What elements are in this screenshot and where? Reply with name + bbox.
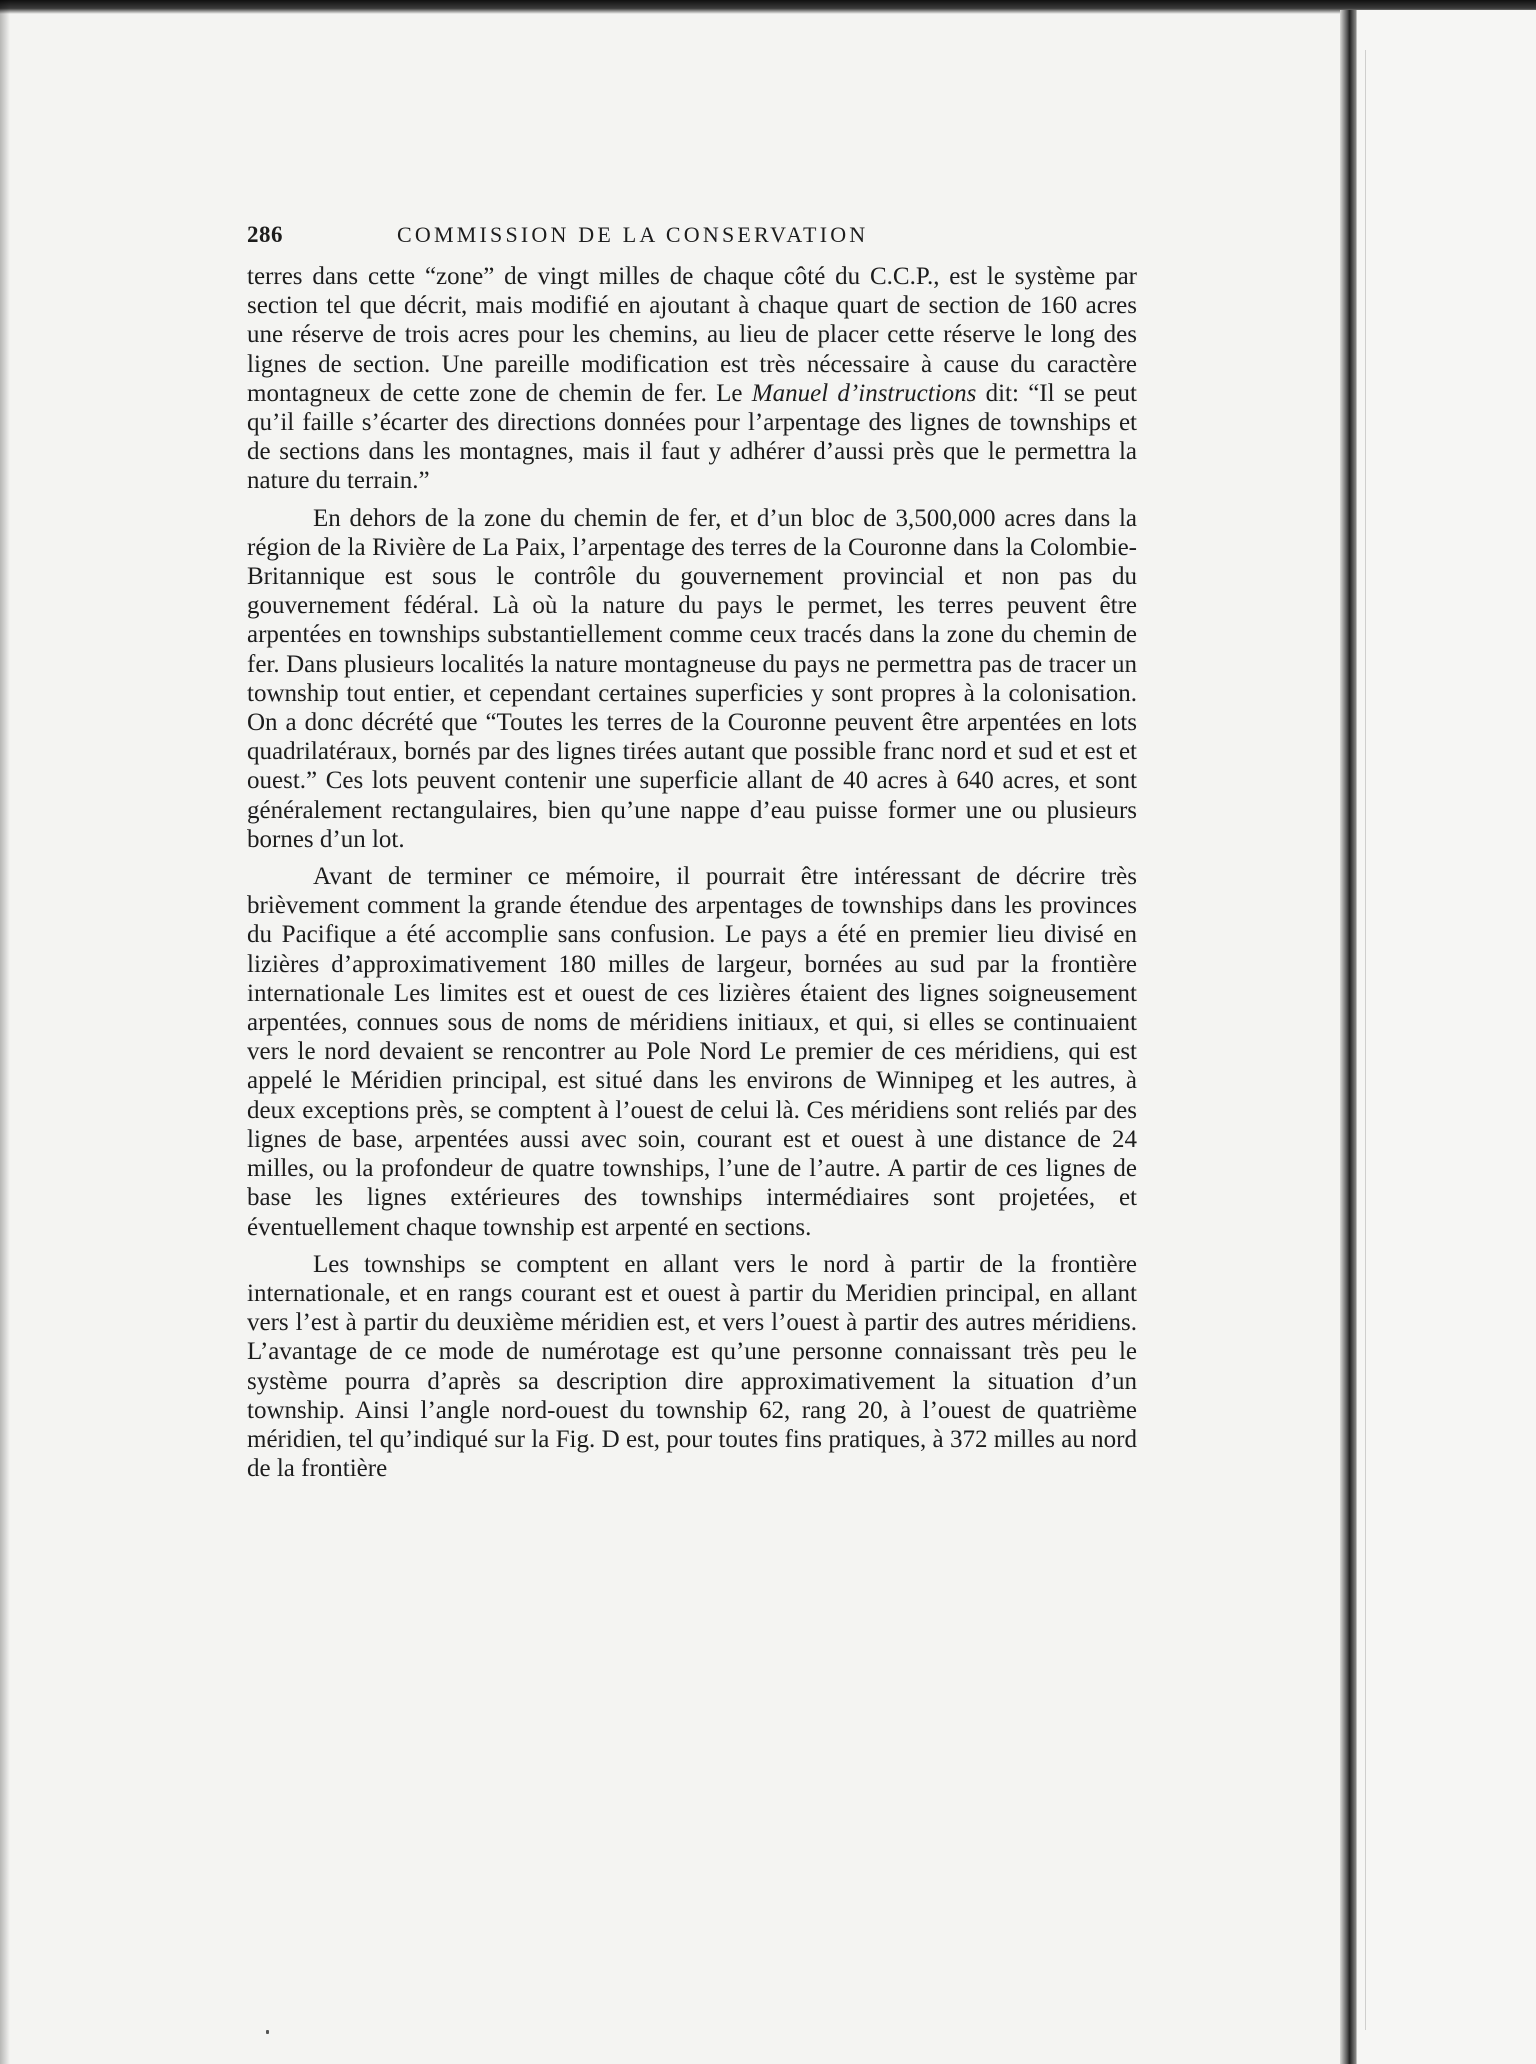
running-head: [247, 222, 1137, 262]
paragraph-continued: [247, 262, 1137, 496]
scan-top-edge: [0, 0, 1536, 14]
italic-title: Manuel d’instructions: [751, 379, 977, 407]
book-gutter: [1340, 10, 1356, 2064]
paragraph-text-end: dit: “Il se peut qu’il faille s’écarter des directions données pour l’arpentage des lignes de townships et de sections dans les montagnes, mais il faut y adhérer d’aussi près que le permettra la nature du terrain.”: [247, 379, 1137, 495]
paragraph-text-start: terres dans cette “zone” de vingt milles de chaque côté du C.C.P., est le système par section tel que décrit, mais modifié en ajoutant à chaque quart de section de 160 acres une réserve de trois acres pour les chemins, au lieu de placer cette réserve le long des lignes de section. Une pareille modification est très nécessaire à cause du caractère montagneux de cette zone de chemin de fer. Le: [247, 263, 1137, 407]
book-page: [247, 222, 1137, 1491]
body-text: [247, 262, 1137, 1483]
paragraph-meridiens: Avant de terminer ce mémoire, il pourrait être intéressant de décrire très brièvement comment la grande étendue des arpentages de townships dans les provinces du Pacifique a été accomplie sans confusion. Le pays a été en premier lieu divisé en lizières d’approximativement 180 milles de largeur, bornées au sud par la frontière internationale Les limites est et ouest de ces lizières étaient des lignes soigneusement arpentées, connues sous de noms de méridiens initiaux, et qui, si elles se continuaient vers le nord devaient se rencontrer au Pole Nord Le premier de ces méridiens, qui est appelé le Méridien principal, est situé dans les environs de Winnipeg et les autres, à deux exceptions près, se comptent à l’ouest de celui là. Ces méridiens sont reliés par des lignes de base, arpentées aussi avec soin, courant est et ouest à une distance de 24 milles, ou la profondeur de quatre townships, l’une de l’autre. A partir de ces lignes de base les lignes extérieures des townships intermédiaires sont projetées, et éventuellement chaque township est arpenté en sections.: [247, 863, 1137, 1241]
facing-page-line: [1365, 50, 1366, 2030]
paragraph-numerotage: Les townships se comptent en allant vers le nord à partir de la frontière internationale, et en rangs courant est et ouest à partir du Meridien principal, en allant vers l’est à partir du deuxième méridien est, et vers l’ouest à partir des autres méridiens. L’avantage de ce mode de numérotage est qu’une personne connaissant très peu le système pourra d’après sa description dire approximativement la situation d’un township. Ainsi l’angle nord-ouest du township 62, rang 20, à l’ouest de quatrième méridien, tel qu’indiqué sur la Fig. D est, pour toutes fins pratiques, à 372 milles au nord de la frontière: [247, 1250, 1137, 1483]
page-number: 286: [247, 222, 283, 247]
scan-left-shadow: [0, 0, 10, 2064]
scan-speck: [266, 2030, 269, 2034]
paragraph-colombie-britannique: En dehors de la zone du chemin de fer, et d’un bloc de 3,500,000 acres dans la région de la Rivière de La Paix, l’arpentage des terres de la Couronne dans la Colombie-Britannique est sous le contrôle du gouvernement provincial et non pas du gouvernement fédéral. Là où la nature du pays le permet, les terres peuvent être arpentées en townships substantiellement comme ceux tracés dans la zone du chemin de fer. Dans plusieurs localités la nature montagneuse du pays ne permettra pas de tracer un township tout entier, et cependant certaines superficies y sont propres à la colonisation. On a donc décrété que “Toutes les terres de la Couronne peuvent être arpentées en lots quadrilatéraux, bornés par des lignes tirées autant que possible franc nord et sud et est et ouest.” Ces lots peuvent contenir une superficie allant de 40 acres à 640 acres, et sont généralement rectangulaires, bien qu’une nappe d’eau puisse former une ou plusieurs bornes d’un lot.: [247, 504, 1137, 853]
running-title: COMMISSION DE LA CONSERVATION: [397, 222, 869, 247]
facing-page-edge: [1356, 10, 1536, 2064]
